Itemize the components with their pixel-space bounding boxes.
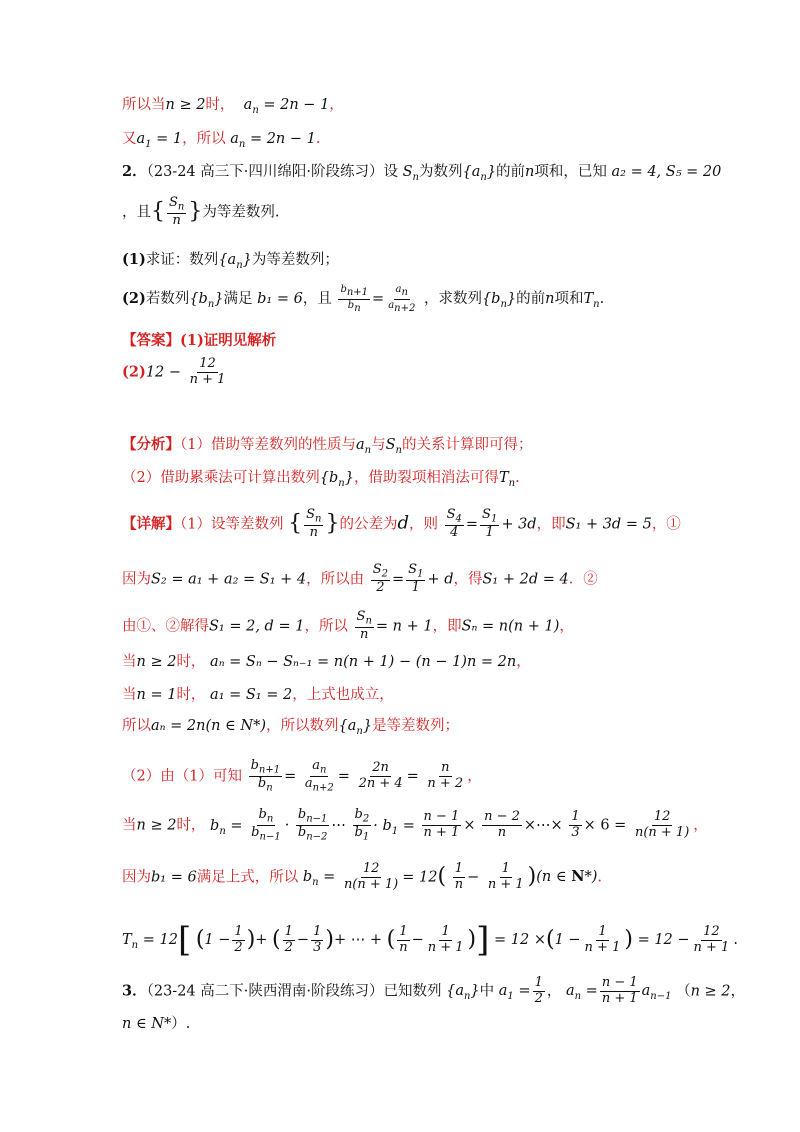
detail-line-6: 所以aₙ = 2n(n ∈ N*)，所以数列$\{a_n\}$是等差数列；: [122, 718, 460, 737]
detail-line-8: 当n ≥ 2时， $b_n$ = $\frac{b_n}{b_{n-1}}$ · $\frac{b_{n-1}}{b_{n-2}}$ ⋯ $\frac{b_2}{b_1}$ · $b_1$ = $\frac{n - 1}{n + 1}$ × $\frac{n - 2}{n}$ ×⋯× $\frac{1}{3}$ × 6 = $\frac{12}{n(n + 1)}$ ，: [122, 807, 708, 843]
q2-stem-line-2: ，且{ $\frac{S_n}{n}$ }为等差数列.: [122, 195, 280, 229]
detail-line-7: （2）由（1）可知 $\frac{b_{n+1}}{b_n}$ = $\frac{a_n}{a_{n+2}}$ = $\frac{2n}{2n + 4}$ = $\frac{n}{n + 2}$ ，: [122, 758, 482, 794]
prev-line-2: 又$a_1 = 1$，所以 $a_n = 2n - 1$.: [122, 131, 321, 150]
q2-part-1: (1)求证：数列$\{a_n\}$为等差数列；: [122, 251, 339, 271]
detail-line-3: 由①、②解得S₁ = 2, d = 1，所以 $\frac{S_n}{n}$ = n + 1，即Sₙ = n(n + 1)，: [122, 609, 574, 643]
analysis-line-2: （2）借助累乘法可计算出数列$\{b_n\}$，借助裂项相消法可得$T_n$.: [122, 470, 520, 489]
detail-line-5: 当n = 1时， a₁ = S₁ = 2，上式也成立，: [122, 687, 394, 703]
prev-line-1: 所以当n ≥ 2时， $a_n = 2n - 1$，: [122, 97, 344, 116]
detail-line-1: 【详解】（1）设等差数列 { $\frac{S_n}{n}$ }的公差为d，则 $\frac{S_4}{4}$ = $\frac{S_1}{1}$ + 3d，即S₁ + 3d = 5，①: [122, 507, 681, 541]
detail-line-10: $T_n = 12$[ (1 − $\frac{1}{2}$ )+ ( $\frac{1}{2}$ − $\frac{1}{3}$ )+ ⋯ + ( $\frac{1}{n}$ − $\frac{1}{n + 1}$ )] = 12 ×(1 − $\frac{1}{n + 1}$ ) = 12 − $\frac{12}{n + 1}$ .: [122, 920, 738, 960]
detail-line-2: 因为S₂ = a₁ + a₂ = S₁ + 4，所以由 $\frac{S_2}{2}$ = $\frac{S_1}{1}$ + d，得S₁ + 2d = 4．②: [122, 562, 598, 596]
detail-line-9: 因为b₁ = 6满足上式，所以 $b_n$ = $\frac{12}{n(n + 1)}$ = 12( $\frac{1}{n}$ − $\frac{1}{n + 1}$ )(n ∈ N*).: [122, 861, 602, 892]
answer-line-2: (2)12 − $\frac{12}{n + 1}$: [122, 356, 226, 387]
analysis-line-1: 【分析】（1）借助等差数列的性质与$a_n$与$S_n$的关系计算即可得；: [122, 436, 533, 456]
q3-stem-line-2: n ∈ N*）.: [122, 1016, 191, 1032]
answer-line-1: 【答案】(1)证明见解析: [122, 332, 277, 349]
q2-part-2: (2)若数列$\{b_n\}$满足 b₁ = 6，且 $\frac{b_{n+1}}{b_n}$ = $\frac{a_n}{a_{n+2}}$ ，求数列$\{b_n\}$的前n项和$T_n$.: [122, 284, 605, 314]
q3-stem-line-1: 3．（23-24 高二下·陕西渭南·阶段练习）已知数列 $\{a_n\}$中 $a_1$ = $\frac{1}{2}$ ， $a_n$ = $\frac{n - 1}{n + 1}$ $a_{n-1}$ （n ≥ 2，: [122, 975, 746, 1006]
detail-line-4: 当n ≥ 2时， aₙ = Sₙ − Sₙ₋₁ = n(n + 1) − (n − 1)n = 2n，: [122, 654, 531, 670]
q2-stem-line-1: 2．（23-24 高三下·四川绵阳·阶段练习）设 $S_n$为数列$\{a_n\}$的前n项和，已知 a₂ = 4, S₅ = 20: [122, 163, 722, 183]
